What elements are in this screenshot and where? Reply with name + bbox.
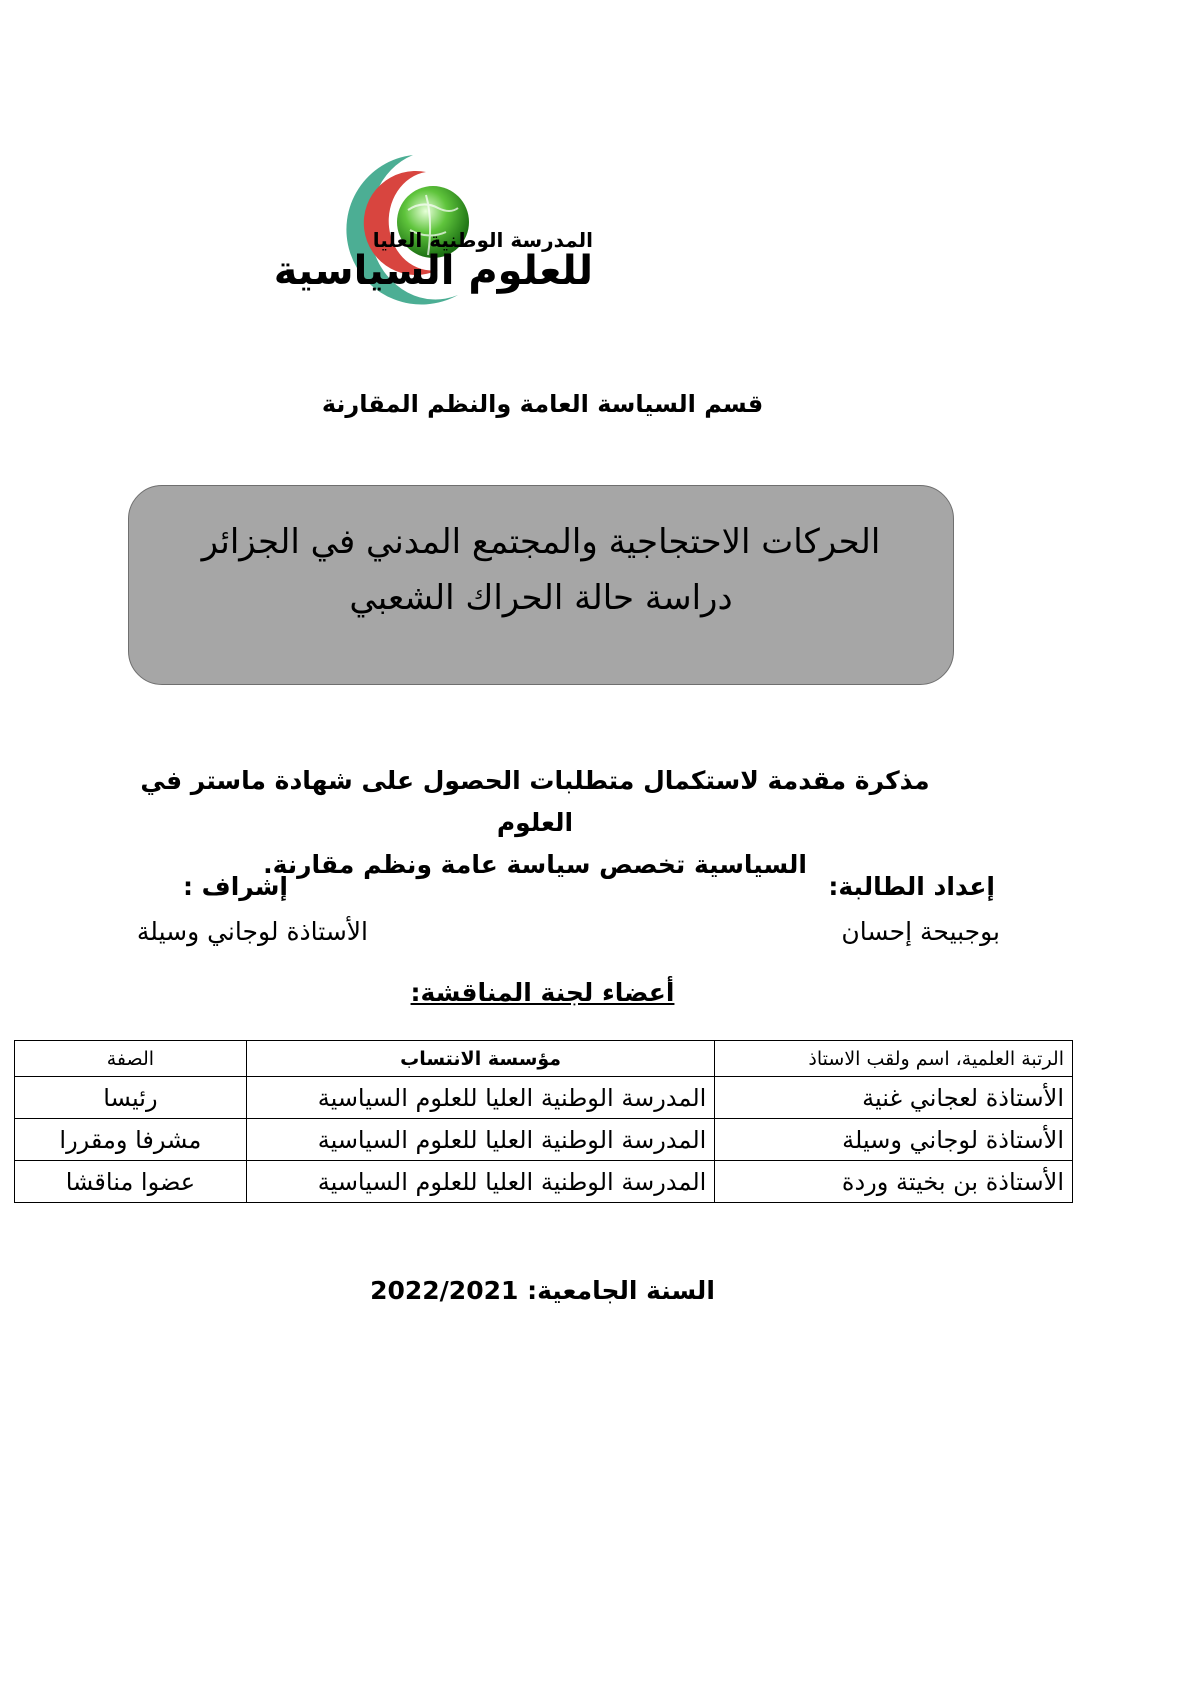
thesis-title: الحركات الاحتجاجية والمجتمع المدني في الجزائر <box>201 522 881 562</box>
table-row <box>15 1077 1073 1119</box>
school-logo <box>273 150 758 305</box>
committee-title: أعضاء لجنة المناقشة: <box>410 978 675 1007</box>
header-institution: مؤسسة الانتساب <box>246 1041 715 1077</box>
thesis-title-box <box>128 485 954 685</box>
member-institution: المدرسة الوطنية العليا للعلوم السياسية <box>246 1119 715 1161</box>
member-name: الأستاذة لوجاني وسيلة <box>715 1119 1073 1161</box>
member-name: الأستاذة لعجاني غنية <box>715 1077 1073 1119</box>
student-name: بوجبيحة إحسان <box>841 917 1000 946</box>
prepared-by-label: إعداد الطالبة: <box>828 872 995 901</box>
memo-statement <box>110 760 960 886</box>
academic-year <box>0 1276 1085 1305</box>
table-row <box>15 1161 1073 1203</box>
logo-text-school: المدرسة الوطنية العليا <box>372 228 593 252</box>
table-row <box>15 1119 1073 1161</box>
member-institution: المدرسة الوطنية العليا للعلوم السياسية <box>246 1077 715 1119</box>
thesis-subtitle: دراسة حالة الحراك الشعبي <box>349 578 733 618</box>
supervision-label: إشراف : <box>182 872 288 901</box>
academic-year-value: 2022/2021 <box>370 1276 519 1305</box>
committee-table <box>14 1040 1073 1203</box>
member-role: رئيسا <box>15 1077 247 1119</box>
supervisor-name: الأستاذة لوجاني وسيلة <box>136 917 368 946</box>
memo-line-2: السياسية تخصص سياسة عامة ونظم مقارنة. <box>263 850 807 879</box>
member-name: الأستاذة بن بخيتة وردة <box>715 1161 1073 1203</box>
logo-text-sciences: للعلوم السياسية <box>273 248 593 294</box>
member-role: مشرفا ومقررا <box>15 1119 247 1161</box>
memo-line-1: مذكرة مقدمة لاستكمال متطلبات الحصول على شهادة ماستر في العلوم <box>140 766 930 837</box>
member-institution: المدرسة الوطنية العليا للعلوم السياسية <box>246 1161 715 1203</box>
header-name: الرتبة العلمية، اسم ولقب الاستاذ <box>715 1041 1073 1077</box>
academic-year-label: السنة الجامعية: <box>527 1276 715 1305</box>
header-role: الصفة <box>15 1041 247 1077</box>
member-role: عضوا مناقشا <box>15 1161 247 1203</box>
table-header-row <box>15 1041 1073 1077</box>
department-title: قسم السياسة العامة والنظم المقارنة <box>321 390 764 418</box>
